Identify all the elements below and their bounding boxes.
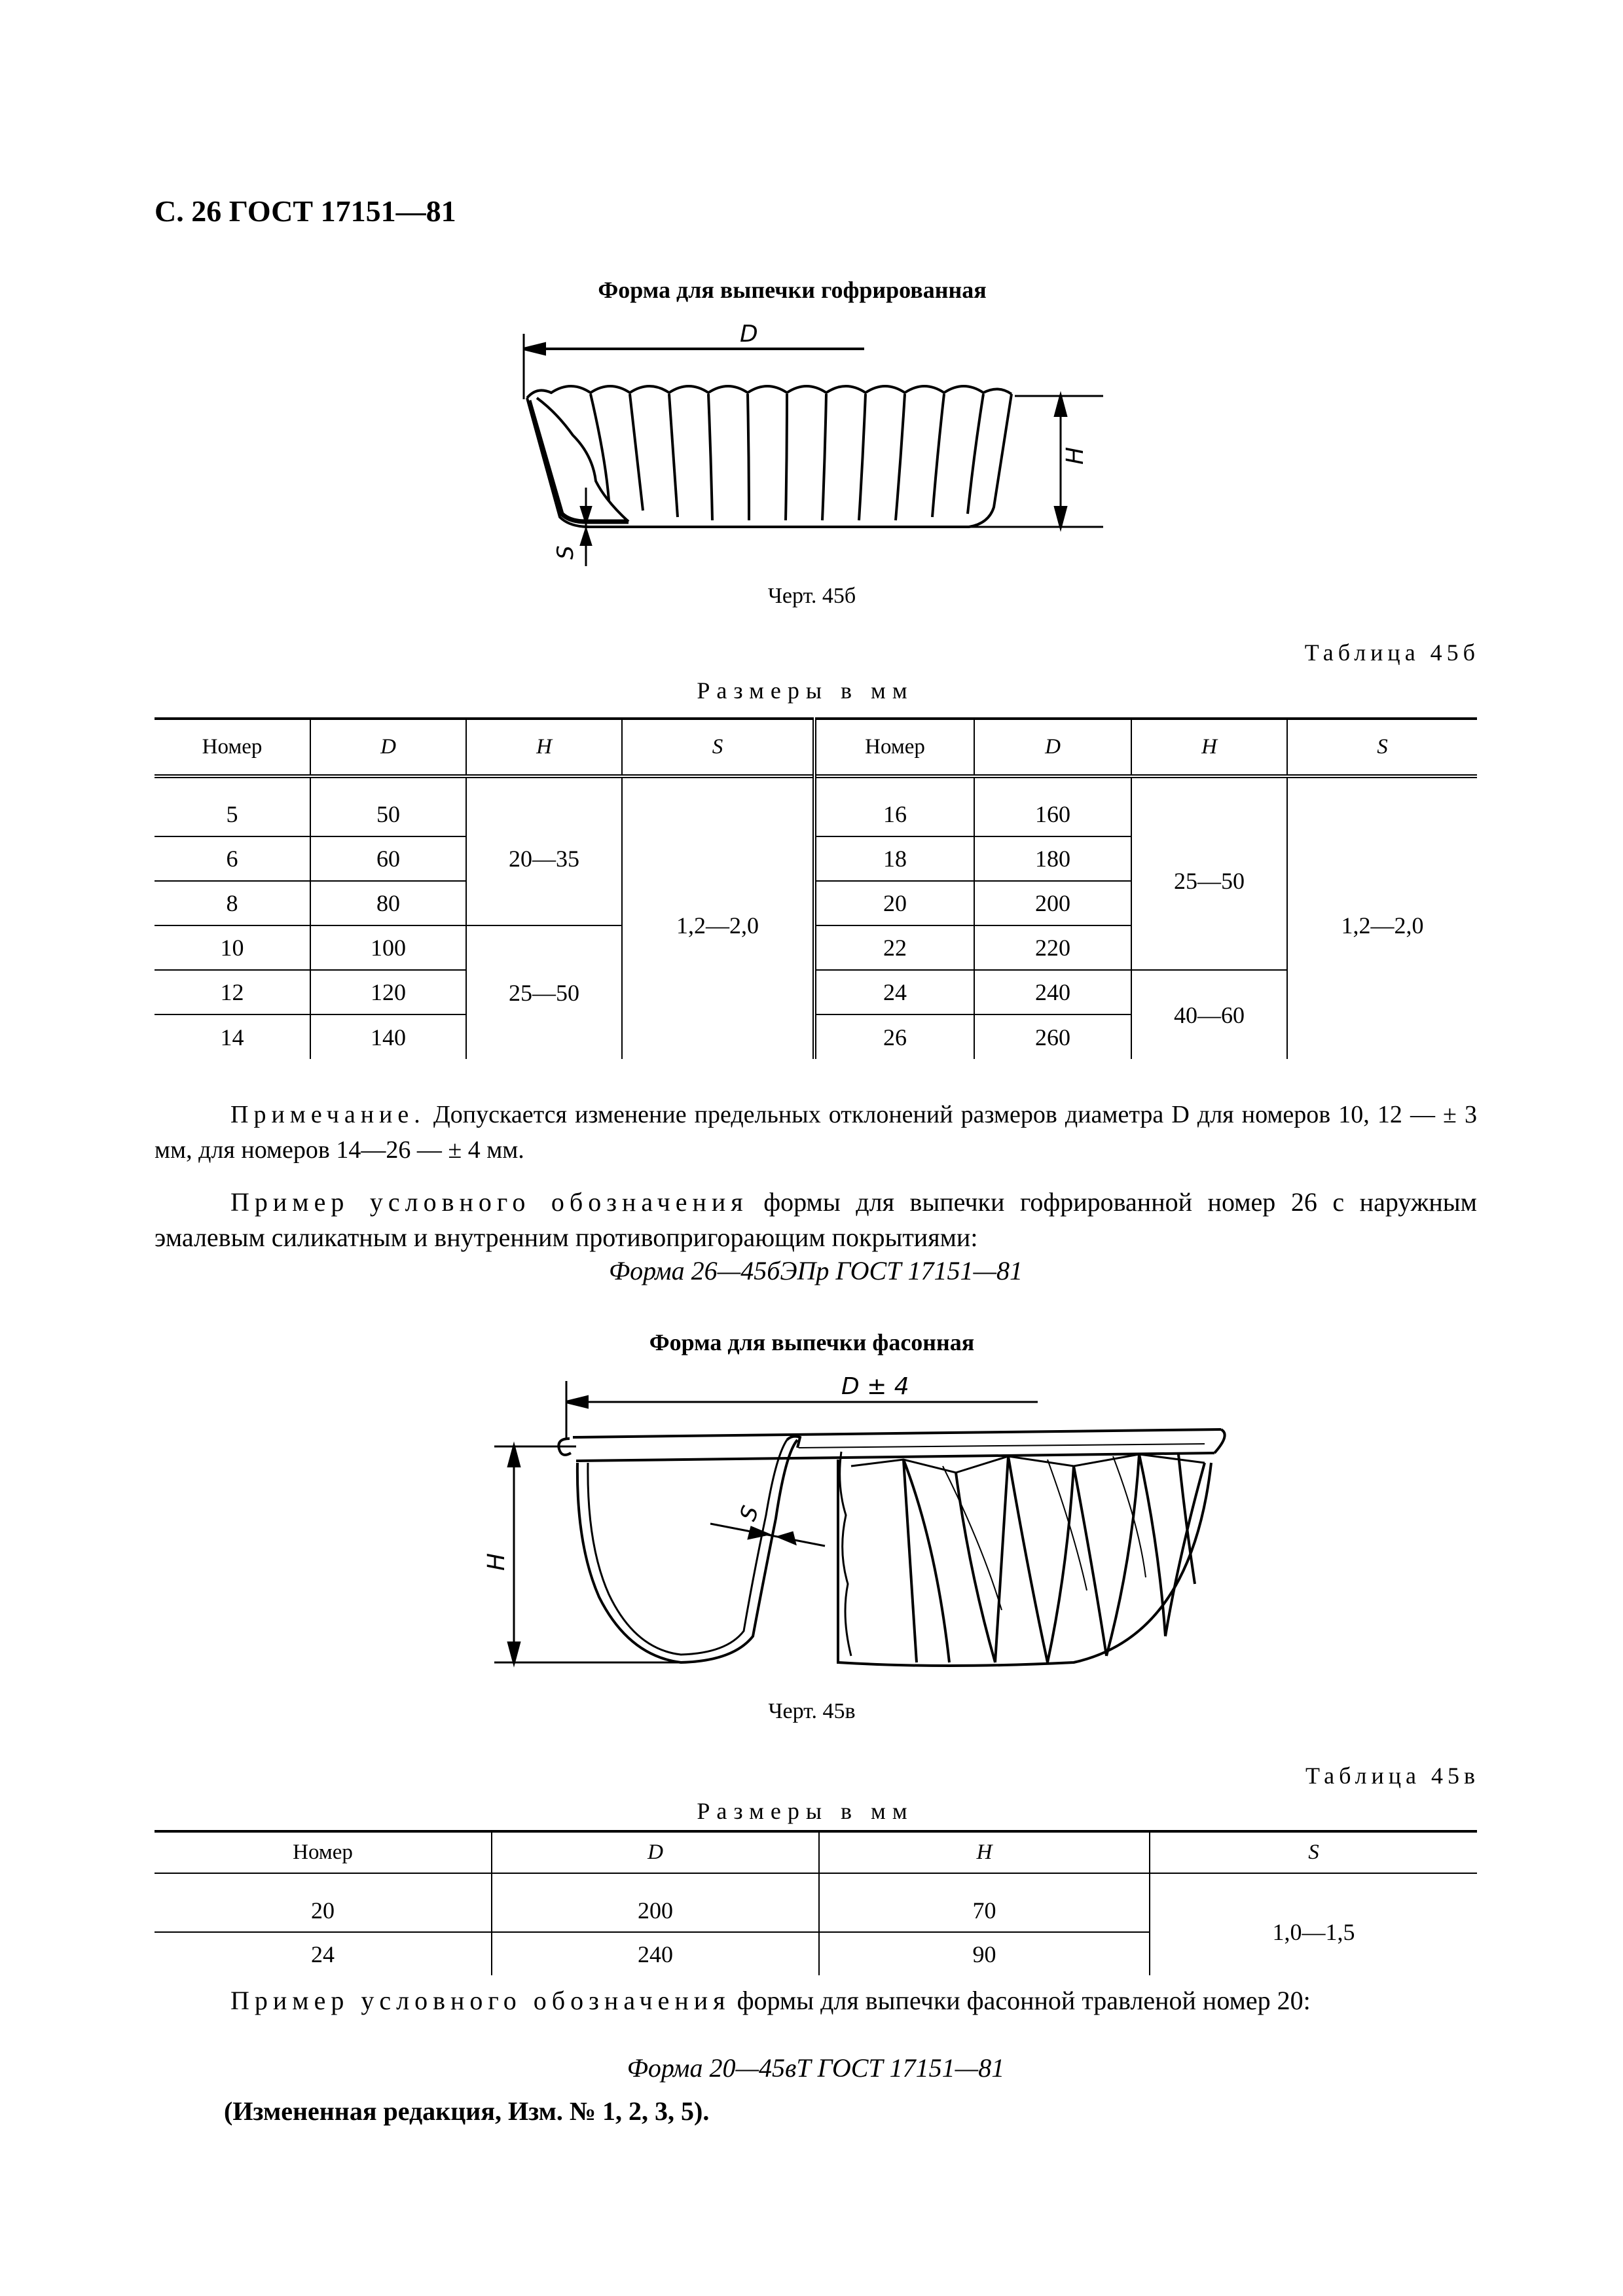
s-value: 1,0—1,5 bbox=[1272, 1919, 1355, 1945]
shaped-form-drawing bbox=[484, 1374, 1244, 1676]
designation-example-1 bbox=[155, 1185, 1477, 1255]
col-header-s-2: S bbox=[1377, 735, 1388, 759]
col-header-s-1: S bbox=[622, 719, 814, 776]
example-2-text: формы для выпечки фасонной травленой номер 20: bbox=[730, 1986, 1311, 2015]
page-header: С. 26 ГОСТ 17151—81 bbox=[155, 194, 456, 228]
col-header-s: S bbox=[1308, 1840, 1319, 1864]
col-header-number-1: Номер bbox=[155, 719, 310, 776]
col-header-number-2: Номер bbox=[814, 719, 974, 776]
table-row: 8 80 20 200 bbox=[155, 881, 1477, 925]
example-1-prefix: Пример условного обозначения bbox=[230, 1187, 748, 1217]
example-2-prefix: Пример условного обозначения bbox=[230, 1986, 731, 2015]
h-range-right-2: 40—60 bbox=[1131, 970, 1287, 1059]
table-row: 20 200 70 1,0—1,5 bbox=[155, 1889, 1477, 1932]
h-range-right-1: 25—50 bbox=[1131, 792, 1287, 970]
example-1-text: формы для выпечки гофрированной номер 26 с наружным эмалевым силикатным и внутренним противопригорающим покрытиями: bbox=[155, 1187, 1477, 1252]
s-range-left: 1,2—2,0 bbox=[622, 792, 814, 1059]
table-2-units: Размеры в мм bbox=[697, 1798, 914, 1824]
designation-example-2 bbox=[155, 1983, 1477, 2018]
table-1-label: Таблица 45б bbox=[1304, 639, 1480, 666]
h-dimension-label: H bbox=[1062, 446, 1089, 465]
col-header-d-1: D bbox=[310, 719, 466, 776]
note-text: Допускается изменение предельных отклонений размеров диаметра D для номеров 10, 12 — ± 3 мм, для номеров 14—26 — ± 4 мм. bbox=[155, 1101, 1477, 1164]
table-1-units: Размеры в мм bbox=[697, 677, 914, 704]
table-row: 5 50 20—35 1,2—2,0 16 160 25—50 1,2—2,0 bbox=[155, 792, 1477, 836]
designation-2: Форма 20—45вТ ГОСТ 17151—81 bbox=[627, 2053, 1005, 2083]
h-range-left-2: 25—50 bbox=[466, 925, 622, 1059]
s-range-right: 1,2—2,0 bbox=[1341, 912, 1424, 939]
s-dimension-label: S bbox=[553, 545, 579, 560]
table-1-note bbox=[155, 1097, 1477, 1168]
table-row: 12 120 24 240 40—60 bbox=[155, 970, 1477, 1014]
drawing-2-caption: Черт. 45в bbox=[768, 1699, 856, 1723]
drawing-1-caption: Черт. 45б bbox=[767, 584, 856, 608]
col-header-d-2: D bbox=[974, 719, 1131, 776]
col-header-number: Номер bbox=[155, 1831, 492, 1873]
table-row: 24 240 90 bbox=[155, 1932, 1477, 1975]
revision-note: (Измененная редакция, Изм. № 1, 2, 3, 5). bbox=[224, 2096, 710, 2126]
s-dimension-label-2: S bbox=[735, 1502, 765, 1524]
table-row: 10 100 25—50 22 220 bbox=[155, 925, 1477, 970]
h-range-left-1: 20—35 bbox=[466, 792, 622, 925]
table-row: 6 60 18 180 bbox=[155, 836, 1477, 881]
table-45v bbox=[155, 1830, 1477, 1975]
col-header-h-2: H bbox=[1131, 719, 1287, 776]
corrugated-form-drawing bbox=[498, 321, 1139, 583]
drawing-1-title: Форма для выпечки гофрированная bbox=[598, 277, 987, 303]
col-header-h: H bbox=[819, 1831, 1150, 1873]
col-header-d: D bbox=[492, 1831, 819, 1873]
col-header-h-1: H bbox=[466, 719, 622, 776]
d-tolerance-label: D ± 4 bbox=[841, 1373, 909, 1400]
table-2-label: Таблица 45в bbox=[1305, 1763, 1480, 1789]
designation-1: Форма 26—45бЭПр ГОСТ 17151—81 bbox=[608, 1256, 1023, 1285]
note-prefix: Примечание. bbox=[230, 1101, 426, 1128]
table-row: 14 140 26 260 bbox=[155, 1014, 1477, 1059]
drawing-2-title: Форма для выпечки фасонная bbox=[649, 1329, 975, 1355]
table-45b bbox=[155, 717, 1477, 1059]
d-dimension-label: D bbox=[740, 321, 758, 348]
h-dimension-label-2: H bbox=[483, 1552, 510, 1571]
